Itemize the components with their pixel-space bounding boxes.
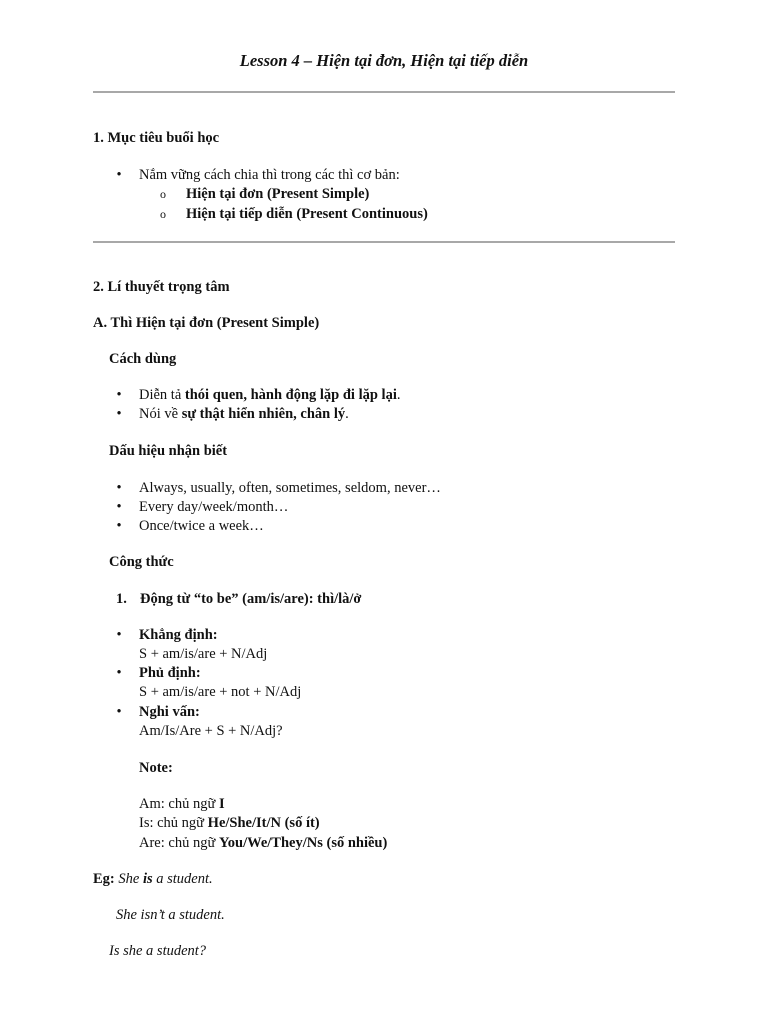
emphasis-text: thói quen, hành động lặp đi lặp lại [184, 387, 397, 403]
emphasis-text: I [218, 796, 225, 812]
bullet-marker: • [116, 167, 122, 183]
note-label: Note: [139, 760, 173, 776]
sub-bullet-marker: o [160, 207, 166, 221]
text-span: Diễn tả [139, 387, 185, 403]
note-line [139, 834, 387, 852]
example-label: Eg: [93, 871, 115, 887]
text-span: Is: chủ ngữ [139, 815, 208, 831]
list-item: Always, usually, often, sometimes, seldom, never… [139, 480, 441, 496]
numbered-marker: 1. [116, 591, 127, 607]
bullet-marker: • [116, 499, 122, 515]
bullet-marker: • [116, 518, 122, 534]
sub-list-item: Hiện tại đơn (Present Simple) [186, 186, 370, 202]
form-label: Khẳng định: [139, 627, 218, 643]
list-item: Every day/week/month… [139, 499, 289, 515]
emphasis-text: sự thật hiển nhiên, chân lý [181, 406, 346, 422]
example-text: She [118, 871, 143, 887]
text-span: Nói về [139, 406, 182, 422]
bullet-marker: • [116, 406, 122, 422]
emphasis-text: You/We/They/Ns (số nhiều) [218, 835, 388, 851]
form-formula: Am/Is/Are + S + N/Adj? [139, 723, 283, 739]
section-heading: 2. Lí thuyết trọng tâm [93, 279, 230, 295]
example-text: a student. [152, 871, 213, 887]
example-verb: is [142, 871, 153, 887]
formula-heading: Công thức [109, 554, 174, 570]
section-heading: 1. Mục tiêu buổi học [93, 130, 220, 146]
form-formula: S + am/is/are + not + N/Adj [139, 684, 302, 700]
list-item [139, 386, 401, 404]
list-item: Nắm vững cách chia thì trong các thì cơ bản: [139, 167, 400, 183]
example-line [93, 870, 213, 888]
divider [93, 91, 675, 93]
subsection-heading: A. Thì Hiện tại đơn (Present Simple) [93, 315, 320, 331]
text-span: Are: chủ ngữ [139, 835, 219, 851]
example-line: She isn’t a student. [116, 907, 225, 923]
example-line: Is she a student? [109, 943, 207, 959]
signs-heading: Dấu hiệu nhận biết [109, 443, 228, 459]
numbered-item: Động từ “to be” (am/is/are): thì/là/ở [140, 591, 362, 607]
form-label: Nghi vấn: [139, 704, 200, 720]
sub-bullet-marker: o [160, 187, 166, 201]
page-title: Lesson 4 – Hiện tại đơn, Hiện tại tiếp diễn [239, 51, 529, 70]
usage-heading: Cách dùng [109, 351, 177, 367]
bullet-marker: • [116, 704, 122, 720]
form-formula: S + am/is/are + N/Adj [139, 646, 268, 662]
bullet-marker: • [116, 665, 122, 681]
text-span: . [345, 406, 349, 422]
bullet-marker: • [116, 627, 122, 643]
sub-list-item: Hiện tại tiếp diễn (Present Continuous) [186, 206, 428, 222]
note-line [139, 814, 320, 832]
bullet-marker: • [116, 480, 122, 496]
text-span: Am: chủ ngữ [139, 796, 219, 812]
list-item: Once/twice a week… [139, 518, 264, 534]
form-label: Phủ định: [139, 665, 201, 681]
note-line [139, 795, 225, 813]
emphasis-text: He/She/It/N (số ít) [207, 815, 320, 831]
text-span: . [396, 387, 401, 403]
divider [93, 241, 675, 243]
list-item [139, 405, 349, 423]
bullet-marker: • [116, 387, 122, 403]
